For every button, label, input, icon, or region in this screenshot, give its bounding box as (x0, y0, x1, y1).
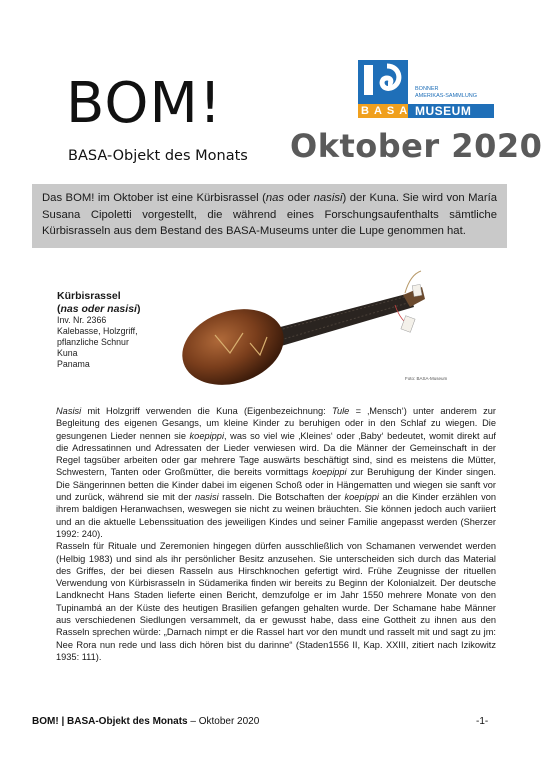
p2-run: Rasseln für Rituale und Zeremonien hingegen dürfen ausschließlich von Schamanen verwendet werden (Helbig 1983) und sind als ihr persönlicher Besitz anzusehen. Sie unterscheiden sich durch das Material des Griffes, der bei diesen Rasseln aus Hirschknochen gefertigt wird. Frühe Zeugnisse der rituellen Verwendung von Kürbisrasseln in Südamerika finden wir bereits zu Beginn der Kolonialzeit. Der deutsche Landknecht Hans Staden lieferte einen Bericht, demzufolge er im Jahr 1550 mehrere Monate von den Tupinambá an der Küste des heutigen Brasilien gefangen gehalten wurde. Der Schamane habe Männer aus verschiedenen Siedlungen versammelt, da er gewusst habe, dass eine Gottheit zu ihnen aus den Rasseln sprechen würde: „Darnach nimpt er die Rassel hart vor den mundt und rasselt mit und sagt zu jm: Nee Rora nun rede und lass dich hören bist du darinne“ (Staden1556 II, Kap. XXIII, zitiert nach Izikowitz 1935: 111). (56, 541, 496, 662)
page-subtitle: BASA-Objekt des Monats (68, 148, 248, 164)
issue-month: Oktober 2020 (290, 127, 543, 165)
logo-basa: BASA (361, 105, 413, 117)
paragraph-2 (56, 540, 496, 663)
p1-run: an die Kinder erzählen von ihrem baldigen Heranwachsen, weswegen sie nicht zu weinen bräuchten. Sie können jedoch auch variiert und an die aktuelle Lebenssituation des jeweiligen Kindes und seiner Familie angepasst werden (Sherzer 1992: 240). (56, 492, 496, 539)
object-details: Inv. Nr. 2366 Kalebasse, Holzgriff, pflanzliche Schnur Kuna Panama (57, 315, 138, 369)
p1-run: Tule (332, 406, 350, 416)
object-name: Kürbisrassel (nas oder nasisi) (57, 290, 141, 315)
page-number: -1- (476, 716, 489, 727)
logo-museum: MUSEUM (415, 104, 472, 118)
p1-run: koepippi (312, 467, 347, 478)
photo-credit: Foto: BASA-Museum (405, 376, 448, 381)
article-body (56, 405, 496, 663)
p1-run: nasisi (195, 492, 219, 503)
object-name-sub: nas oder nasisi (60, 303, 137, 315)
p1-run: koepippi (344, 492, 379, 503)
p1-run: koepippi (189, 430, 225, 441)
gourd-rattle-image (175, 265, 440, 387)
logo-text-top: BONNER AMERIKAS-SAMMLUNG (415, 86, 478, 99)
rattle-photo (175, 265, 440, 387)
footer-title: BOM! | BASA-Objekt des Monats – Oktober 2020 (32, 716, 260, 727)
p1-run: , was so viel wie ‚Kleines‘ oder ‚Baby‘ bedeutet, womit direkt auf die Adressatinnen und Adressaten der Lieder verwiesen wird. Da die Männer der Gemeinschaft in der Regel tagsüber arbeiten oder gar mehrere Tage auswärts beschäftigt sind, sind es meistens die Mütter, Schwestern, Tanten oder Großmütter, die bereits vormittags (56, 430, 497, 478)
p1-run: mit Holzgriff verwenden die Kuna (Eigenbezeichnung: (81, 406, 332, 416)
paragraph-1 (56, 405, 496, 540)
p1-run: zur Beruhigung der Kinder singen. Die Sängerinnen betten die Kinder dabei im eigenen Schoß oder in Hängematten und wiegen sie sanft vor und zurück, während sie mit der (56, 467, 496, 503)
p1-run: Nasisi (56, 406, 82, 416)
page-title: BOM! (66, 71, 223, 136)
p1-run: rasseln. Die Botschaften der (218, 492, 345, 503)
p1-run: = ‚Mensch‘) unter anderem zur Begleitung des eigenen Gesangs, um kleine Kinder zu beruhigen oder in den Schlaf zu wiegen. Die gesungenen Lieder nennen sie (56, 406, 496, 441)
intro-box: Das BOM! im Oktober ist eine Kürbisrassel (nas oder nasisi) der Kuna. Sie wird von María Susana Cipoletti vorgestellt, die während eines Forschungsaufenthalts sämtliche Kürbisrasseln aus dem Bestand des BASA-Museums unter die Lupe genommen hat. (32, 184, 507, 248)
basa-museum-logo (355, 58, 495, 120)
